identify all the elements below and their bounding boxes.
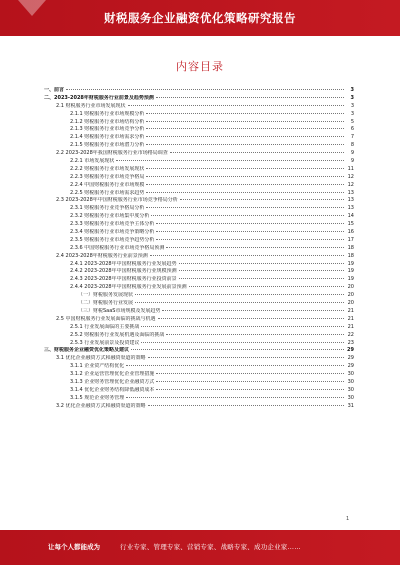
- toc-entry-page: 20: [347, 300, 354, 307]
- toc-entry-page: 13: [347, 189, 354, 196]
- toc-entry-label: 2.4.2 2023-2028年中国财税服务行业规模预测: [70, 268, 177, 275]
- toc-entry-label: 一、前言: [44, 87, 65, 93]
- toc-entry[interactable]: [44, 252, 354, 260]
- toc-entry-page: 17: [347, 236, 354, 243]
- toc-leader-dots: [126, 362, 344, 366]
- report-header-banner: [0, 0, 400, 36]
- toc-entry-label: 2.2.4 中国财税服务行业市场规模: [70, 181, 145, 188]
- toc-leader-dots: [156, 236, 344, 240]
- toc-entry[interactable]: [44, 173, 354, 181]
- toc-entry-page: 12: [347, 173, 354, 180]
- toc-entry-label: 2.1.2 财税服务行业市场结构分析: [70, 118, 145, 125]
- toc-leader-dots: [156, 370, 344, 374]
- toc-entry-label: 2.3.3 财税服务行业市场竞争主体分析: [70, 221, 155, 228]
- toc-leader-dots: [179, 260, 344, 264]
- toc-entry-page: 23: [347, 339, 354, 346]
- toc-entry[interactable]: [44, 378, 354, 386]
- toc-entry-page: 13: [347, 205, 354, 212]
- toc-entry[interactable]: [44, 386, 354, 394]
- toc-entry-label: 2.1.4 财税服务行业市场需求分析: [70, 134, 145, 141]
- toc-entry[interactable]: [44, 323, 354, 331]
- toc-entry-label: 2.5.1 行业发展面临的主要挑战: [70, 323, 140, 330]
- toc-entry-label: 2.1 财税服务行业市场发展现状: [56, 102, 126, 109]
- toc-leader-dots: [166, 331, 344, 335]
- toc-leader-dots: [146, 125, 344, 129]
- toc-leader-dots: [156, 220, 344, 224]
- toc-leader-dots: [170, 149, 344, 153]
- toc-entry-page: 30: [347, 394, 354, 401]
- toc-entry-page: 3: [350, 102, 354, 109]
- toc-entry-label: 2.2.2 财税服务行业市场发展现状: [70, 165, 145, 172]
- toc-entry-label: 2.2 2023-2028年我国财税服务行业市场格局调查: [56, 150, 168, 157]
- toc-entry-label: 2.5.3 行业发展前景及投资建议: [70, 339, 140, 346]
- toc-entry-page: 12: [347, 181, 354, 188]
- toc-entry-label: 2.4.3 2023-2028年中国财税服务行业投资前景: [70, 276, 177, 283]
- toc-entry[interactable]: [44, 394, 354, 402]
- toc-leader-dots: [146, 173, 344, 177]
- toc-entry[interactable]: [44, 149, 354, 157]
- toc-entry-page: 31: [347, 402, 354, 409]
- toc-entry-page: 21: [347, 315, 354, 322]
- toc-leader-dots: [66, 86, 344, 90]
- toc-leader-dots: [156, 94, 344, 98]
- toc-entry-page: 13: [347, 197, 354, 204]
- toc-entry[interactable]: [44, 189, 354, 197]
- toc-entry-label: 3.1.5 规范企业财务管理: [70, 394, 125, 401]
- table-of-contents: [44, 86, 354, 410]
- toc-entry-label: 3.1.2 企业运营管理优化企业管理措施: [70, 371, 155, 378]
- toc-entry-page: 29: [347, 363, 354, 370]
- toc-entry-page: 16: [347, 229, 354, 236]
- toc-entry-page: 30: [347, 371, 354, 378]
- toc-entry[interactable]: [44, 315, 354, 323]
- toc-entry[interactable]: [44, 339, 354, 347]
- toc-entry-label: 3.1 优化企业融资方式和融资渠道的策略: [56, 355, 146, 362]
- toc-leader-dots: [156, 378, 344, 382]
- toc-leader-dots: [128, 102, 344, 106]
- toc-entry-page: 7: [350, 134, 354, 141]
- toc-entry[interactable]: [44, 196, 354, 204]
- toc-entry[interactable]: [44, 204, 354, 212]
- toc-entry-page: 9: [350, 158, 354, 165]
- toc-leader-dots: [146, 204, 344, 208]
- toc-entry-page: 21: [347, 323, 354, 330]
- toc-entry[interactable]: [44, 118, 354, 126]
- toc-entry[interactable]: [44, 102, 354, 110]
- toc-entry[interactable]: [44, 236, 354, 244]
- toc-entry-label: 2.4 2023-2028年财税服务行业前景预测: [56, 252, 148, 259]
- toc-leader-dots: [179, 275, 344, 279]
- toc-entry[interactable]: [44, 212, 354, 220]
- toc-leader-dots: [135, 299, 344, 303]
- toc-entry[interactable]: [44, 220, 354, 228]
- toc-entry-page: 22: [347, 331, 354, 338]
- toc-entry-page: 20: [347, 292, 354, 299]
- toc-leader-dots: [146, 110, 344, 114]
- toc-entry[interactable]: [44, 331, 354, 339]
- toc-leader-dots: [156, 386, 344, 390]
- toc-entry-label: 2.3.2 财税服务行业市场集中度分析: [70, 213, 150, 220]
- toc-entry-page: 20: [347, 284, 354, 291]
- toc-leader-dots: [146, 118, 344, 122]
- toc-leader-dots: [162, 307, 344, 311]
- toc-leader-dots: [146, 181, 344, 185]
- toc-entry-label: 2.3 2023-2028年中国财税服务行业市场竞争格局分析: [56, 197, 178, 204]
- toc-entry-label: 2.3.5 财税服务行业市场竞争趋势分析: [70, 236, 155, 243]
- toc-entry[interactable]: [44, 283, 354, 291]
- toc-entry[interactable]: [44, 275, 354, 283]
- toc-leader-dots: [166, 244, 344, 248]
- toc-entry-label: 3.1.4 优化企业财务结构降低融资成本: [70, 386, 155, 393]
- toc-entry-page: 6: [350, 126, 354, 133]
- toc-entry-page: 3: [350, 110, 354, 117]
- toc-leader-dots: [126, 394, 344, 398]
- toc-entry-label: 2.3.1 财税服务行业竞争格局分析: [70, 205, 145, 212]
- toc-entry-label: 2.2.3 财税服务行业市场竞争格局: [70, 173, 145, 180]
- toc-leader-dots: [150, 252, 344, 256]
- toc-leader-dots: [131, 346, 344, 350]
- toc-leader-dots: [146, 133, 344, 137]
- toc-entry[interactable]: [44, 228, 354, 236]
- toc-leader-dots: [158, 315, 344, 319]
- toc-entry-page: 18: [347, 244, 354, 251]
- toc-entry-page: 19: [347, 268, 354, 275]
- toc-entry-page: 15: [347, 221, 354, 228]
- toc-entry-label: 2.5 中国财税服务行业发展面临的挑战与机遇: [56, 315, 156, 322]
- toc-entry-page: 29: [347, 347, 354, 354]
- toc-entry[interactable]: [44, 133, 354, 141]
- toc-leader-dots: [146, 189, 344, 193]
- toc-entry[interactable]: [44, 354, 354, 362]
- toc-entry[interactable]: [44, 362, 354, 370]
- toc-entry-label: 2.1.1 财税服务行业市场规模分析: [70, 110, 145, 117]
- toc-entry[interactable]: [44, 267, 354, 275]
- toc-entry[interactable]: [44, 157, 354, 165]
- toc-entry-page: 30: [347, 386, 354, 393]
- toc-entry-label: 2.2.5 财税服务行业市场需求趋势: [70, 189, 145, 196]
- toc-entry-label: 2.1.3 财税服务行业市场竞争分析: [70, 126, 145, 133]
- toc-leader-dots: [146, 165, 344, 169]
- toc-entry-label: 三、财税服务企业融资优化策略及建议: [44, 347, 130, 354]
- toc-entry-page: 21: [347, 307, 354, 314]
- toc-leader-dots: [148, 354, 344, 358]
- toc-entry[interactable]: [44, 110, 354, 118]
- toc-entry-page: 29: [347, 355, 354, 362]
- toc-leader-dots: [180, 196, 344, 200]
- toc-entry-page: 9: [350, 150, 354, 157]
- toc-leader-dots: [189, 283, 344, 287]
- toc-entry-page: 3: [350, 87, 354, 93]
- toc-entry[interactable]: [44, 291, 354, 299]
- toc-entry-label: 2.2.1 市场发展现状: [70, 158, 115, 165]
- page-number: 1: [346, 516, 350, 522]
- toc-entry-label: （三）财税SaaS市场规模及发展趋势: [78, 307, 161, 314]
- toc-leader-dots: [141, 323, 344, 327]
- toc-leader-dots: [116, 157, 344, 161]
- toc-entry[interactable]: [44, 181, 354, 189]
- toc-leader-dots: [156, 228, 344, 232]
- toc-entry-page: 18: [347, 252, 354, 259]
- toc-entry-label: 3.2 优化企业融资方式和融资渠道的策略: [56, 402, 146, 409]
- footer-slogan-right: 行业专家、管理专家、营销专家、战略专家、成功企业家……: [120, 543, 301, 551]
- toc-entry-label: 2.4.1 2023-2028年中国财税服务行业发展趋势: [70, 260, 177, 267]
- toc-entry[interactable]: [44, 260, 354, 268]
- toc-entry-page: 3: [350, 94, 354, 101]
- toc-entry[interactable]: [44, 165, 354, 173]
- toc-entry-page: 11: [347, 165, 354, 172]
- toc-entry-label: 二、2023-2028年财税服务行业前景及趋势预测: [44, 94, 154, 101]
- toc-heading: 内容目录: [176, 60, 224, 73]
- toc-entry-page: 8: [350, 142, 354, 149]
- toc-entry-page: 30: [347, 378, 354, 385]
- toc-leader-dots: [151, 212, 344, 216]
- toc-entry[interactable]: [44, 370, 354, 378]
- toc-entry-label: 2.4.4 2023-2028年中国财税服务行业发展前景预测: [70, 284, 187, 291]
- toc-leader-dots: [146, 141, 344, 145]
- toc-entry-label: 2.3.4 财税服务行业市场竞争策略分析: [70, 229, 155, 236]
- footer-slogan-left: 让每个人都能成为: [48, 543, 100, 551]
- toc-entry[interactable]: [44, 244, 354, 252]
- toc-entry[interactable]: [44, 141, 354, 149]
- toc-leader-dots: [141, 339, 344, 343]
- toc-entry-label: （一）财税服务发展现状: [78, 292, 134, 299]
- toc-entry[interactable]: [44, 307, 354, 315]
- toc-entry-label: 3.1.3 企业财务管理优化企业融资方式: [70, 378, 155, 385]
- toc-entry[interactable]: [44, 299, 354, 307]
- toc-entry-page: 19: [347, 260, 354, 267]
- report-footer-banner: [0, 530, 400, 565]
- report-title: 财税服务企业融资优化策略研究报告: [104, 11, 296, 25]
- toc-entry[interactable]: [44, 86, 354, 94]
- toc-leader-dots: [148, 402, 344, 406]
- toc-leader-dots: [179, 267, 344, 271]
- toc-entry-page: 19: [347, 276, 354, 283]
- toc-leader-dots: [135, 291, 344, 295]
- toc-entry[interactable]: [44, 94, 354, 102]
- toc-entry-label: 2.3.6 中国财税服务行业市场竞争格局预测: [70, 244, 165, 251]
- toc-entry-page: 14: [347, 213, 354, 220]
- toc-entry-label: 2.5.2 财税服务行业发展机遇及面临的挑战: [70, 331, 165, 338]
- toc-entry-page: 5: [350, 118, 354, 125]
- toc-entry[interactable]: [44, 125, 354, 133]
- toc-entry-label: 2.1.5 财税服务行业市场潜力分析: [70, 142, 145, 149]
- toc-entry[interactable]: [44, 402, 354, 410]
- toc-entry[interactable]: [44, 346, 354, 354]
- toc-entry-label: （二）财税服务行业发展: [78, 300, 134, 307]
- toc-entry-label: 3.1.1 企业资产结构优化: [70, 363, 125, 370]
